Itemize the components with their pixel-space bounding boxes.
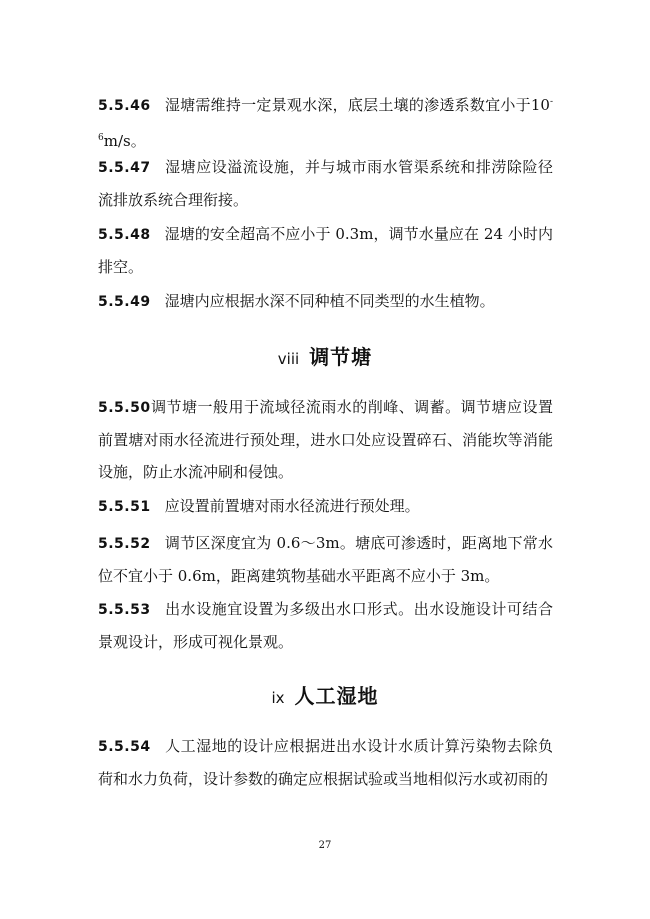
heading-title: 调节塘 xyxy=(309,345,373,369)
clause-text-unit: m/s。 xyxy=(103,132,146,150)
clause-number: 5.5.50 xyxy=(98,400,151,416)
clause-5-5-50 xyxy=(98,391,553,488)
superscript-exponent: -6 xyxy=(98,97,553,143)
page-number: 27 xyxy=(318,840,332,851)
clause-number: 5.5.54 xyxy=(98,739,151,755)
clause-text: 应设置前置塘对雨水径流进行预处理。 xyxy=(164,497,420,515)
clause-number: 5.5.52 xyxy=(98,536,151,552)
clause-text: 湿塘需维持一定景观水深，底层土壤的渗透系数宜小于10 xyxy=(164,96,550,114)
clause-text: 湿塘内应根据水深不同种植不同类型的水生植物。 xyxy=(164,292,495,310)
clause-5-5-49 xyxy=(98,285,553,318)
clause-text: 出水设施宜设置为多级出水口形式。出水设施设计可结合景观设计，形成可视化景观。 xyxy=(98,600,553,651)
heading-roman-numeral: ix xyxy=(271,689,285,707)
clause-5-5-48 xyxy=(98,218,553,283)
clause-number: 5.5.47 xyxy=(98,160,151,176)
clause-5-5-46 xyxy=(98,86,553,157)
clause-5-5-54 xyxy=(98,730,553,795)
clause-number: 5.5.51 xyxy=(98,499,151,515)
clause-text: 湿塘的安全超高不应小于 0.3m，调节水量应在 24 小时内排空。 xyxy=(98,225,553,276)
heading-title: 人工湿地 xyxy=(294,684,379,708)
clause-text: 湿塘应设溢流设施，并与城市雨水管渠系统和排涝除险径流排放系统合理衔接。 xyxy=(98,158,553,209)
clause-5-5-53 xyxy=(98,593,553,658)
section-heading-ix xyxy=(0,680,650,709)
heading-roman-numeral: viii xyxy=(277,350,300,368)
clause-5-5-47 xyxy=(98,151,553,216)
clause-text: 调节塘一般用于流域径流雨水的削峰、调蓄。调节塘应设置前置塘对雨水径流进行预处理，进水口处应设置碎石、消能坎等消能设施，防止水流冲刷和侵蚀。 xyxy=(98,398,553,481)
clause-number: 5.5.48 xyxy=(98,227,151,243)
clause-number: 5.5.46 xyxy=(98,98,151,114)
clause-5-5-51 xyxy=(98,490,553,523)
clause-text: 调节区深度宜为 0.6～3m。塘底可渗透时，距离地下常水位不宜小于 0.6m，距离建筑物基础水平距离不应小于 3m。 xyxy=(98,534,553,585)
section-heading-viii xyxy=(0,341,650,370)
clause-number: 5.5.49 xyxy=(98,294,151,310)
clause-number: 5.5.53 xyxy=(98,602,151,618)
clause-text: 人工湿地的设计应根据进出水设计水质计算污染物去除负荷和水力负荷，设计参数的确定应根据试验或当地相似污水或初雨的 xyxy=(98,737,553,788)
clause-5-5-52 xyxy=(98,527,553,592)
